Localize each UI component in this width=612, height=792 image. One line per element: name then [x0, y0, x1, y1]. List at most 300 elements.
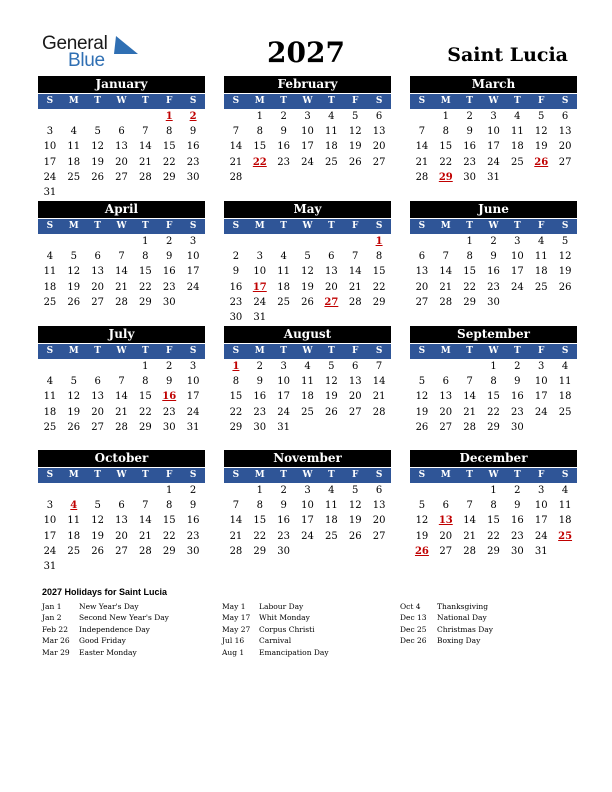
holiday-name: Whit Monday	[259, 613, 310, 623]
weekday-label: S	[561, 221, 569, 231]
day-cell: 16	[162, 266, 176, 278]
day-cell: 24	[487, 156, 500, 168]
day-cell: 20	[91, 281, 105, 293]
day-cell: 7	[442, 251, 449, 263]
day-cell: 18	[534, 266, 548, 278]
weekday-label: S	[375, 470, 383, 480]
day-cell: 15	[439, 141, 453, 153]
day-cell: 14	[372, 376, 386, 388]
month-title: August	[224, 326, 391, 343]
day-cell: 6	[94, 251, 101, 263]
weekday-label: M	[254, 221, 265, 231]
day-cell: 18	[43, 281, 57, 293]
day-cell: 29	[139, 421, 152, 433]
holiday-item	[42, 635, 169, 646]
day-cell: 3	[514, 236, 521, 247]
day-cell: 15	[253, 515, 267, 527]
day-cell: 21	[115, 406, 128, 418]
day-cell: 28	[415, 171, 429, 183]
day-cell: 18	[67, 530, 81, 542]
day-cell	[133, 483, 157, 498]
day-cell: 4	[46, 251, 54, 263]
week-row	[410, 498, 577, 513]
holiday-name: Carnival	[259, 636, 292, 646]
weekday-label: F	[352, 470, 359, 480]
day-cell: 22	[253, 530, 267, 542]
weekday-label: S	[189, 470, 197, 480]
weekday-label: W	[302, 470, 313, 480]
day-cell: 5	[561, 236, 569, 247]
holiday-name: National Day	[437, 613, 487, 623]
month-june	[410, 201, 577, 310]
day-cell: 20	[372, 515, 386, 527]
day-cell: 23	[162, 281, 176, 293]
weekday-label: T	[514, 346, 521, 356]
day-cell: 23	[162, 406, 176, 418]
day-cell: 13	[348, 376, 362, 388]
weekday-label: T	[94, 96, 101, 106]
day-cell: 10	[534, 376, 548, 388]
day-cell: 5	[94, 500, 101, 512]
day-cell: 25	[558, 406, 572, 418]
day-cell: 8	[166, 126, 173, 138]
day-cell: 29	[253, 545, 267, 557]
day-cell: 13	[115, 141, 128, 153]
holiday-name: Labour Day	[259, 602, 304, 611]
week-row	[410, 529, 577, 544]
day-cell	[86, 185, 110, 200]
week-row	[224, 389, 391, 404]
weekday-label: F	[538, 346, 545, 356]
day-cell	[38, 359, 62, 374]
day-cell: 5	[352, 485, 359, 496]
day-cell: 11	[43, 266, 57, 278]
day-cell	[410, 234, 434, 249]
day-cell: 1	[490, 485, 497, 496]
month-july	[38, 326, 205, 435]
weekday-header	[38, 468, 205, 483]
day-cell: 19	[415, 406, 429, 418]
day-cell: 8	[490, 376, 497, 388]
day-cell: 18	[67, 156, 81, 168]
holiday-item	[222, 647, 329, 658]
week-row	[224, 498, 391, 513]
day-cell: 21	[139, 530, 152, 542]
day-cell: 7	[466, 500, 473, 512]
weekday-label: T	[328, 221, 335, 231]
weekday-label: T	[466, 96, 473, 106]
day-cell: 2	[189, 485, 197, 496]
week-row	[38, 109, 205, 124]
holiday-name: Second New Year's Day	[79, 613, 169, 623]
day-cell: 23	[229, 296, 243, 308]
week-row	[410, 389, 577, 404]
week-row	[224, 529, 391, 544]
day-cell: 27	[91, 421, 105, 433]
day-cell: 14	[139, 515, 152, 527]
weekday-label: S	[561, 96, 569, 106]
weekday-label: F	[166, 221, 173, 231]
day-cell: 24	[534, 530, 548, 542]
day-cell: 12	[415, 391, 429, 403]
holiday-date: Mar 29	[42, 647, 70, 657]
weekday-label: M	[440, 346, 451, 356]
day-cell: 23	[463, 156, 477, 168]
day-cell: 3	[538, 485, 545, 496]
weekday-label: M	[68, 221, 79, 231]
month-title: October	[38, 450, 205, 467]
day-cell: 9	[514, 376, 521, 388]
day-cell	[343, 420, 367, 435]
holiday-column	[222, 601, 329, 658]
day-cell	[157, 185, 181, 200]
day-cell	[110, 185, 134, 200]
day-cell: 30	[253, 421, 267, 433]
day-cell: 22	[487, 406, 500, 418]
day-cell: 26	[415, 421, 429, 433]
day-cell: 26	[301, 296, 314, 308]
day-cell: 22	[139, 281, 152, 293]
day-cell	[62, 483, 86, 498]
day-cell	[86, 483, 110, 498]
week-row	[224, 359, 391, 374]
weekday-label: T	[514, 470, 521, 480]
day-cell: 13	[415, 266, 429, 278]
month-october	[38, 450, 205, 574]
week-row	[38, 483, 205, 498]
day-cell: 12	[325, 376, 338, 388]
day-cell: 8	[142, 376, 149, 388]
day-cell	[224, 234, 248, 249]
day-cell: 24	[186, 281, 200, 293]
day-cell: 16	[511, 391, 524, 403]
day-cell: 7	[142, 500, 149, 512]
holiday-day-cell: 22	[252, 156, 267, 168]
day-cell: 24	[534, 406, 548, 418]
holiday-item	[400, 624, 493, 635]
holiday-date: Feb 22	[42, 624, 68, 634]
day-cell	[434, 359, 458, 374]
month-title: July	[38, 326, 205, 343]
day-cell: 15	[253, 141, 267, 153]
day-cell	[553, 544, 577, 559]
day-cell: 24	[511, 281, 524, 293]
day-cell: 19	[348, 515, 362, 527]
weekday-label: W	[116, 346, 127, 356]
weekday-label: F	[538, 470, 545, 480]
day-cell: 25	[325, 530, 338, 542]
day-cell: 23	[253, 406, 267, 418]
day-cell: 2	[490, 236, 497, 247]
day-cell: 14	[139, 141, 152, 153]
holidays-heading: 2027 Holidays for Saint Lucia	[42, 587, 168, 597]
month-august	[224, 326, 391, 435]
day-cell	[248, 170, 272, 185]
day-cell: 4	[70, 126, 77, 138]
day-cell: 22	[439, 156, 453, 168]
day-cell: 5	[328, 361, 335, 372]
month-title: December	[410, 450, 577, 467]
day-cell: 18	[325, 141, 338, 153]
holiday-item	[400, 601, 493, 612]
day-cell	[367, 420, 391, 435]
holiday-day-cell: 16	[162, 391, 177, 403]
day-cell: 21	[229, 530, 243, 542]
weekday-label: T	[280, 221, 287, 231]
day-cell: 3	[490, 111, 497, 122]
day-cell: 30	[511, 421, 524, 433]
weekday-label: M	[254, 346, 265, 356]
day-cell: 7	[232, 500, 240, 512]
day-cell: 9	[189, 126, 197, 138]
day-cell: 28	[348, 296, 362, 308]
holiday-date: May 27	[222, 624, 251, 634]
day-cell: 29	[139, 296, 152, 308]
day-cell: 1	[166, 485, 173, 496]
holiday-item	[222, 601, 329, 612]
day-cell: 13	[115, 515, 128, 527]
day-cell: 22	[487, 530, 500, 542]
holiday-date: Jan 1	[42, 602, 62, 611]
holiday-name: Corpus Christi	[259, 624, 315, 634]
day-cell: 6	[352, 361, 359, 372]
day-cell: 22	[229, 406, 243, 418]
weekday-label: S	[189, 221, 197, 231]
day-cell: 4	[561, 485, 569, 496]
weekday-label: S	[375, 346, 383, 356]
month-september	[410, 326, 577, 435]
day-cell: 24	[301, 530, 314, 542]
day-cell: 9	[256, 376, 263, 388]
weekday-label: T	[466, 346, 473, 356]
day-cell: 21	[439, 281, 453, 293]
day-cell: 8	[256, 500, 263, 512]
day-cell: 4	[328, 111, 335, 122]
weekday-label: T	[514, 96, 521, 106]
day-cell: 3	[46, 500, 54, 512]
day-cell: 8	[375, 251, 383, 263]
day-cell: 9	[514, 500, 521, 512]
day-cell: 10	[253, 266, 267, 278]
week-row	[38, 139, 205, 154]
week-row	[38, 544, 205, 559]
day-cell: 21	[348, 281, 362, 293]
day-cell	[434, 234, 458, 249]
weekday-label: T	[142, 221, 149, 231]
day-cell	[553, 170, 577, 185]
weekday-label: F	[352, 346, 359, 356]
day-cell: 22	[162, 530, 176, 542]
week-row	[410, 420, 577, 435]
day-cell	[296, 310, 320, 325]
holiday-date: Oct 4	[400, 602, 421, 611]
day-cell	[529, 295, 553, 310]
day-cell: 15	[372, 266, 386, 278]
week-row	[410, 170, 577, 185]
month-november	[224, 450, 391, 559]
week-row	[224, 483, 391, 498]
weekday-label: M	[68, 96, 79, 106]
day-cell: 9	[466, 126, 473, 138]
week-row	[224, 374, 391, 389]
holiday-name: Boxing Day	[437, 636, 481, 646]
day-cell	[505, 170, 529, 185]
week-row	[224, 420, 391, 435]
day-cell: 17	[487, 141, 500, 153]
weekday-header	[224, 468, 391, 483]
weekday-label: W	[116, 221, 127, 231]
weekday-header	[410, 468, 577, 483]
day-cell	[343, 170, 367, 185]
day-cell: 8	[466, 251, 473, 263]
day-cell	[529, 420, 553, 435]
day-cell: 11	[325, 500, 338, 512]
day-cell: 30	[186, 545, 200, 557]
day-cell: 11	[301, 376, 314, 388]
week-row	[38, 124, 205, 139]
day-cell: 30	[463, 171, 477, 183]
day-cell: 16	[463, 141, 477, 153]
day-cell	[110, 559, 134, 574]
week-row	[410, 513, 577, 528]
weekday-label: S	[189, 346, 197, 356]
day-cell	[458, 359, 482, 374]
holiday-name: Christmas Day	[437, 624, 493, 634]
month-april	[38, 201, 205, 310]
day-cell	[62, 559, 86, 574]
day-cell: 14	[229, 141, 243, 153]
day-cell: 5	[418, 376, 426, 388]
day-cell: 14	[115, 391, 128, 403]
week-row	[38, 529, 205, 544]
week-row	[38, 420, 205, 435]
day-cell	[319, 170, 343, 185]
day-cell: 10	[534, 500, 548, 512]
week-row	[410, 544, 577, 559]
day-cell: 28	[139, 171, 152, 183]
day-cell	[319, 234, 343, 249]
weekday-label: W	[488, 470, 499, 480]
week-row	[224, 264, 391, 279]
weekday-label: S	[418, 346, 426, 356]
holiday-day-cell: 1	[232, 361, 240, 372]
day-cell: 24	[301, 156, 314, 168]
day-cell: 25	[43, 421, 57, 433]
day-cell: 14	[115, 266, 128, 278]
day-cell	[505, 295, 529, 310]
weekday-label: S	[418, 470, 426, 480]
day-cell: 6	[118, 500, 125, 512]
day-cell: 25	[511, 156, 524, 168]
day-cell: 17	[186, 391, 200, 403]
day-cell: 6	[94, 376, 101, 388]
day-cell: 16	[229, 281, 243, 293]
day-cell: 27	[439, 545, 453, 557]
holiday-day-cell: 2	[189, 111, 197, 122]
day-cell: 23	[186, 156, 200, 168]
day-cell	[86, 109, 110, 124]
day-cell: 28	[115, 296, 128, 308]
day-cell: 6	[375, 485, 383, 496]
week-row	[38, 185, 205, 200]
day-cell: 20	[439, 406, 453, 418]
day-cell: 20	[115, 156, 128, 168]
day-cell: 24	[43, 171, 57, 183]
day-cell: 15	[162, 141, 176, 153]
day-cell	[86, 559, 110, 574]
weekday-label: F	[352, 96, 359, 106]
day-cell	[367, 544, 391, 559]
day-cell: 16	[186, 515, 200, 527]
day-cell: 26	[558, 281, 572, 293]
country-name: Saint Lucia	[447, 44, 568, 66]
weekday-header	[38, 344, 205, 359]
day-cell: 4	[46, 376, 54, 388]
day-cell: 10	[301, 500, 314, 512]
day-cell: 17	[301, 515, 314, 527]
day-cell	[553, 420, 577, 435]
weekday-label: T	[94, 470, 101, 480]
day-cell: 24	[253, 296, 267, 308]
day-cell: 4	[280, 251, 287, 263]
day-cell: 12	[348, 126, 362, 138]
day-cell: 7	[118, 376, 125, 388]
day-cell: 9	[166, 251, 173, 263]
day-cell	[410, 483, 434, 498]
day-cell: 3	[189, 361, 197, 372]
day-cell: 23	[277, 156, 291, 168]
day-cell: 10	[487, 126, 500, 138]
day-cell: 25	[67, 171, 81, 183]
day-cell	[38, 109, 62, 124]
weekday-label: T	[142, 470, 149, 480]
day-cell	[110, 109, 134, 124]
day-cell: 3	[256, 251, 263, 263]
day-cell: 26	[348, 156, 362, 168]
day-cell: 10	[43, 515, 57, 527]
day-cell: 28	[139, 545, 152, 557]
day-cell: 3	[304, 111, 311, 122]
weekday-header	[224, 219, 391, 234]
weekday-header	[410, 94, 577, 109]
day-cell: 12	[415, 515, 429, 527]
holiday-day-cell: 1	[375, 236, 383, 247]
day-cell: 10	[186, 251, 200, 263]
day-cell: 28	[229, 545, 243, 557]
day-cell: 19	[558, 266, 572, 278]
holiday-date: Dec 26	[400, 636, 427, 646]
weekday-header	[410, 219, 577, 234]
day-cell	[224, 483, 248, 498]
day-cell: 19	[67, 406, 81, 418]
day-cell: 1	[142, 361, 149, 372]
day-cell: 29	[463, 296, 477, 308]
day-cell: 22	[372, 281, 386, 293]
weekday-label: T	[280, 96, 287, 106]
day-cell: 5	[70, 251, 77, 263]
day-cell	[553, 295, 577, 310]
day-cell: 28	[372, 406, 386, 418]
day-cell: 25	[534, 281, 548, 293]
week-row	[410, 155, 577, 170]
day-cell: 29	[487, 545, 500, 557]
day-cell: 8	[490, 500, 497, 512]
month-may	[224, 201, 391, 325]
weekday-label: F	[166, 96, 173, 106]
day-cell: 5	[94, 126, 101, 138]
day-cell: 28	[229, 171, 243, 183]
day-cell	[410, 359, 434, 374]
